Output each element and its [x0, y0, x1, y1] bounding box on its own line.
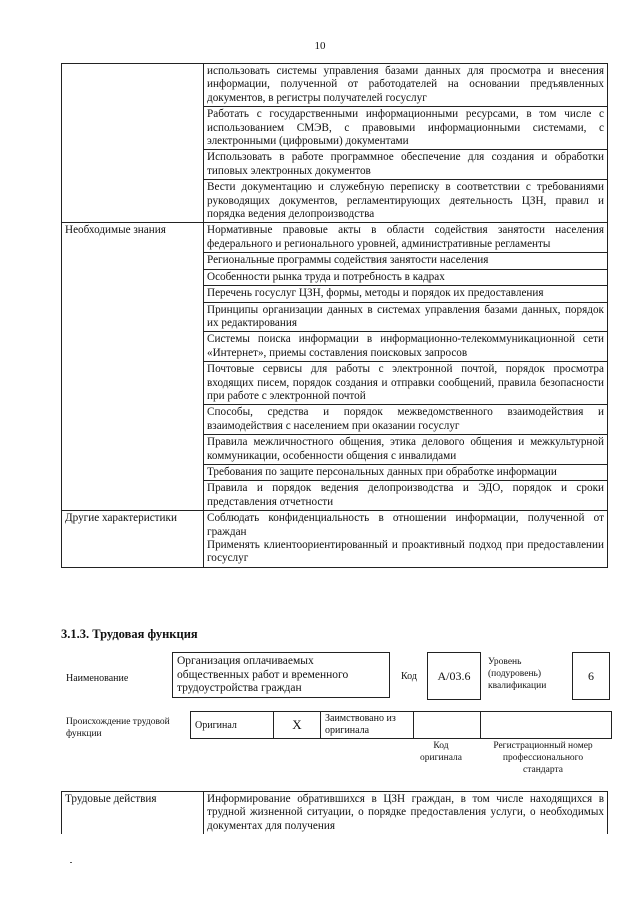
actions-text: Информирование обратившихся в ЦЗН граждан, в том числе находящихся в трудной жизненной ситуации, о порядке предоставления услуги, о необходимых документах для получения: [204, 792, 608, 835]
level-label: [488, 656, 546, 692]
table-row: [62, 511, 608, 568]
knowledge-item: Перечень госуслуг ЦЗН, формы, методы и порядок их предоставления: [204, 286, 608, 302]
competency-table: [61, 63, 608, 568]
code-label: Код: [401, 671, 417, 682]
knowledge-label: Необходимые знания: [62, 223, 204, 511]
knowledge-item: Правила и порядок ведения делопроизводства и ЭДО, порядок и сроки представления отчетности: [204, 481, 608, 511]
caption-line: стандарта: [523, 765, 563, 775]
borrowed-cell: [321, 712, 414, 739]
original-mark: X: [274, 712, 321, 739]
scan-speck: [70, 862, 72, 863]
level-label-line: Уровень: [488, 657, 522, 667]
origin-table: [190, 711, 612, 739]
section-title: 3.1.3. Трудовая функция: [61, 627, 198, 641]
skill-item: Работать с государственными информационными ресурсами, в том числе с использованием СМЭВ, с правовыми информационными системами, с электронными (цифровыми) документами: [204, 107, 608, 150]
knowledge-item: Требования по защите персональных данных при обработке информации: [204, 464, 608, 480]
reg-number-caption: [478, 740, 608, 776]
code-box: А/03.6: [427, 652, 481, 700]
level-box: 6: [572, 652, 610, 700]
actions-label: Трудовые действия: [62, 792, 204, 835]
level-label-line: квалификации: [488, 681, 547, 691]
knowledge-item: Принципы организации данных в системах управления базами данных, порядок их редактирования: [204, 302, 608, 332]
knowledge-item: Правила межличностного общения, этика делового общения и межкультурной коммуникации, особенности общения с инвалидами: [204, 435, 608, 465]
origin-label-line: Происхождение трудовой: [66, 717, 170, 727]
other-items: [204, 511, 608, 568]
function-name-box: Организация оплачиваемых общественных работ и временного трудоустройства граждан: [172, 652, 390, 698]
other-item: Соблюдать конфиденциальность в отношении информации, полученной от граждан: [207, 512, 604, 538]
borrowed-line: Заимствовано из: [325, 713, 396, 724]
knowledge-item: Способы, средства и порядок межведомственного взаимодействия и взаимодействия с населением при оказании госуслуг: [204, 405, 608, 435]
caption-line: профессионального: [502, 753, 584, 763]
skill-item: использовать системы управления базами данных для просмотра и внесения информации, полученной от работодателей на основании предъявленных документов, в регистры получателей госуслуг: [204, 64, 608, 107]
borrowed-line: оригинала: [325, 725, 370, 736]
table-row: [62, 223, 608, 253]
table-row: [62, 792, 608, 835]
caption-line: Регистрационный номер: [493, 741, 593, 751]
page-number: 10: [314, 40, 326, 52]
other-item: Применять клиентоориентированный и проактивный подход при предоставлении госуслуг: [207, 539, 604, 565]
knowledge-item: Почтовые сервисы для работы с электронной почтой, порядок просмотра входящих писем, порядок создания и отправки сообщений, правила безопасности при работе с электронной почтой: [204, 362, 608, 405]
knowledge-item: Особенности рынка труда и потребность в кадрах: [204, 269, 608, 285]
table-row: [191, 712, 612, 739]
other-label: Другие характеристики: [62, 511, 204, 568]
original-cell: Оригинал: [191, 712, 274, 739]
caption-line: Код: [433, 741, 449, 751]
function-name-label: Наименование: [66, 673, 129, 684]
original-code-caption: [408, 740, 474, 764]
row-label-empty: [62, 64, 204, 223]
caption-line: оригинала: [420, 753, 462, 763]
knowledge-item: Региональные программы содействия занятости населения: [204, 253, 608, 269]
original-code-cell: [414, 712, 481, 739]
origin-label: [66, 716, 170, 740]
table-row: [62, 64, 608, 107]
level-label-line: (подуровень): [488, 669, 542, 679]
actions-table: [61, 791, 608, 834]
knowledge-item: Нормативные правовые акты в области содействия занятости населения федерального и регионального уровней, административные регламенты: [204, 223, 608, 253]
reg-number-cell: [481, 712, 612, 739]
skill-item: Вести документацию и служебную переписку в соответствии с требованиями руководящих документов, регламентирующих деятельность ЦЗН, правил и порядка ведения делопроизводства: [204, 180, 608, 223]
skill-item: Использовать в работе программное обеспечение для создания и обработки типовых электронных документов: [204, 150, 608, 180]
origin-label-line: функции: [66, 729, 102, 739]
knowledge-item: Системы поиска информации в информационно-телекоммуникационной сети «Интернет», приемы составления поисковых запросов: [204, 332, 608, 362]
